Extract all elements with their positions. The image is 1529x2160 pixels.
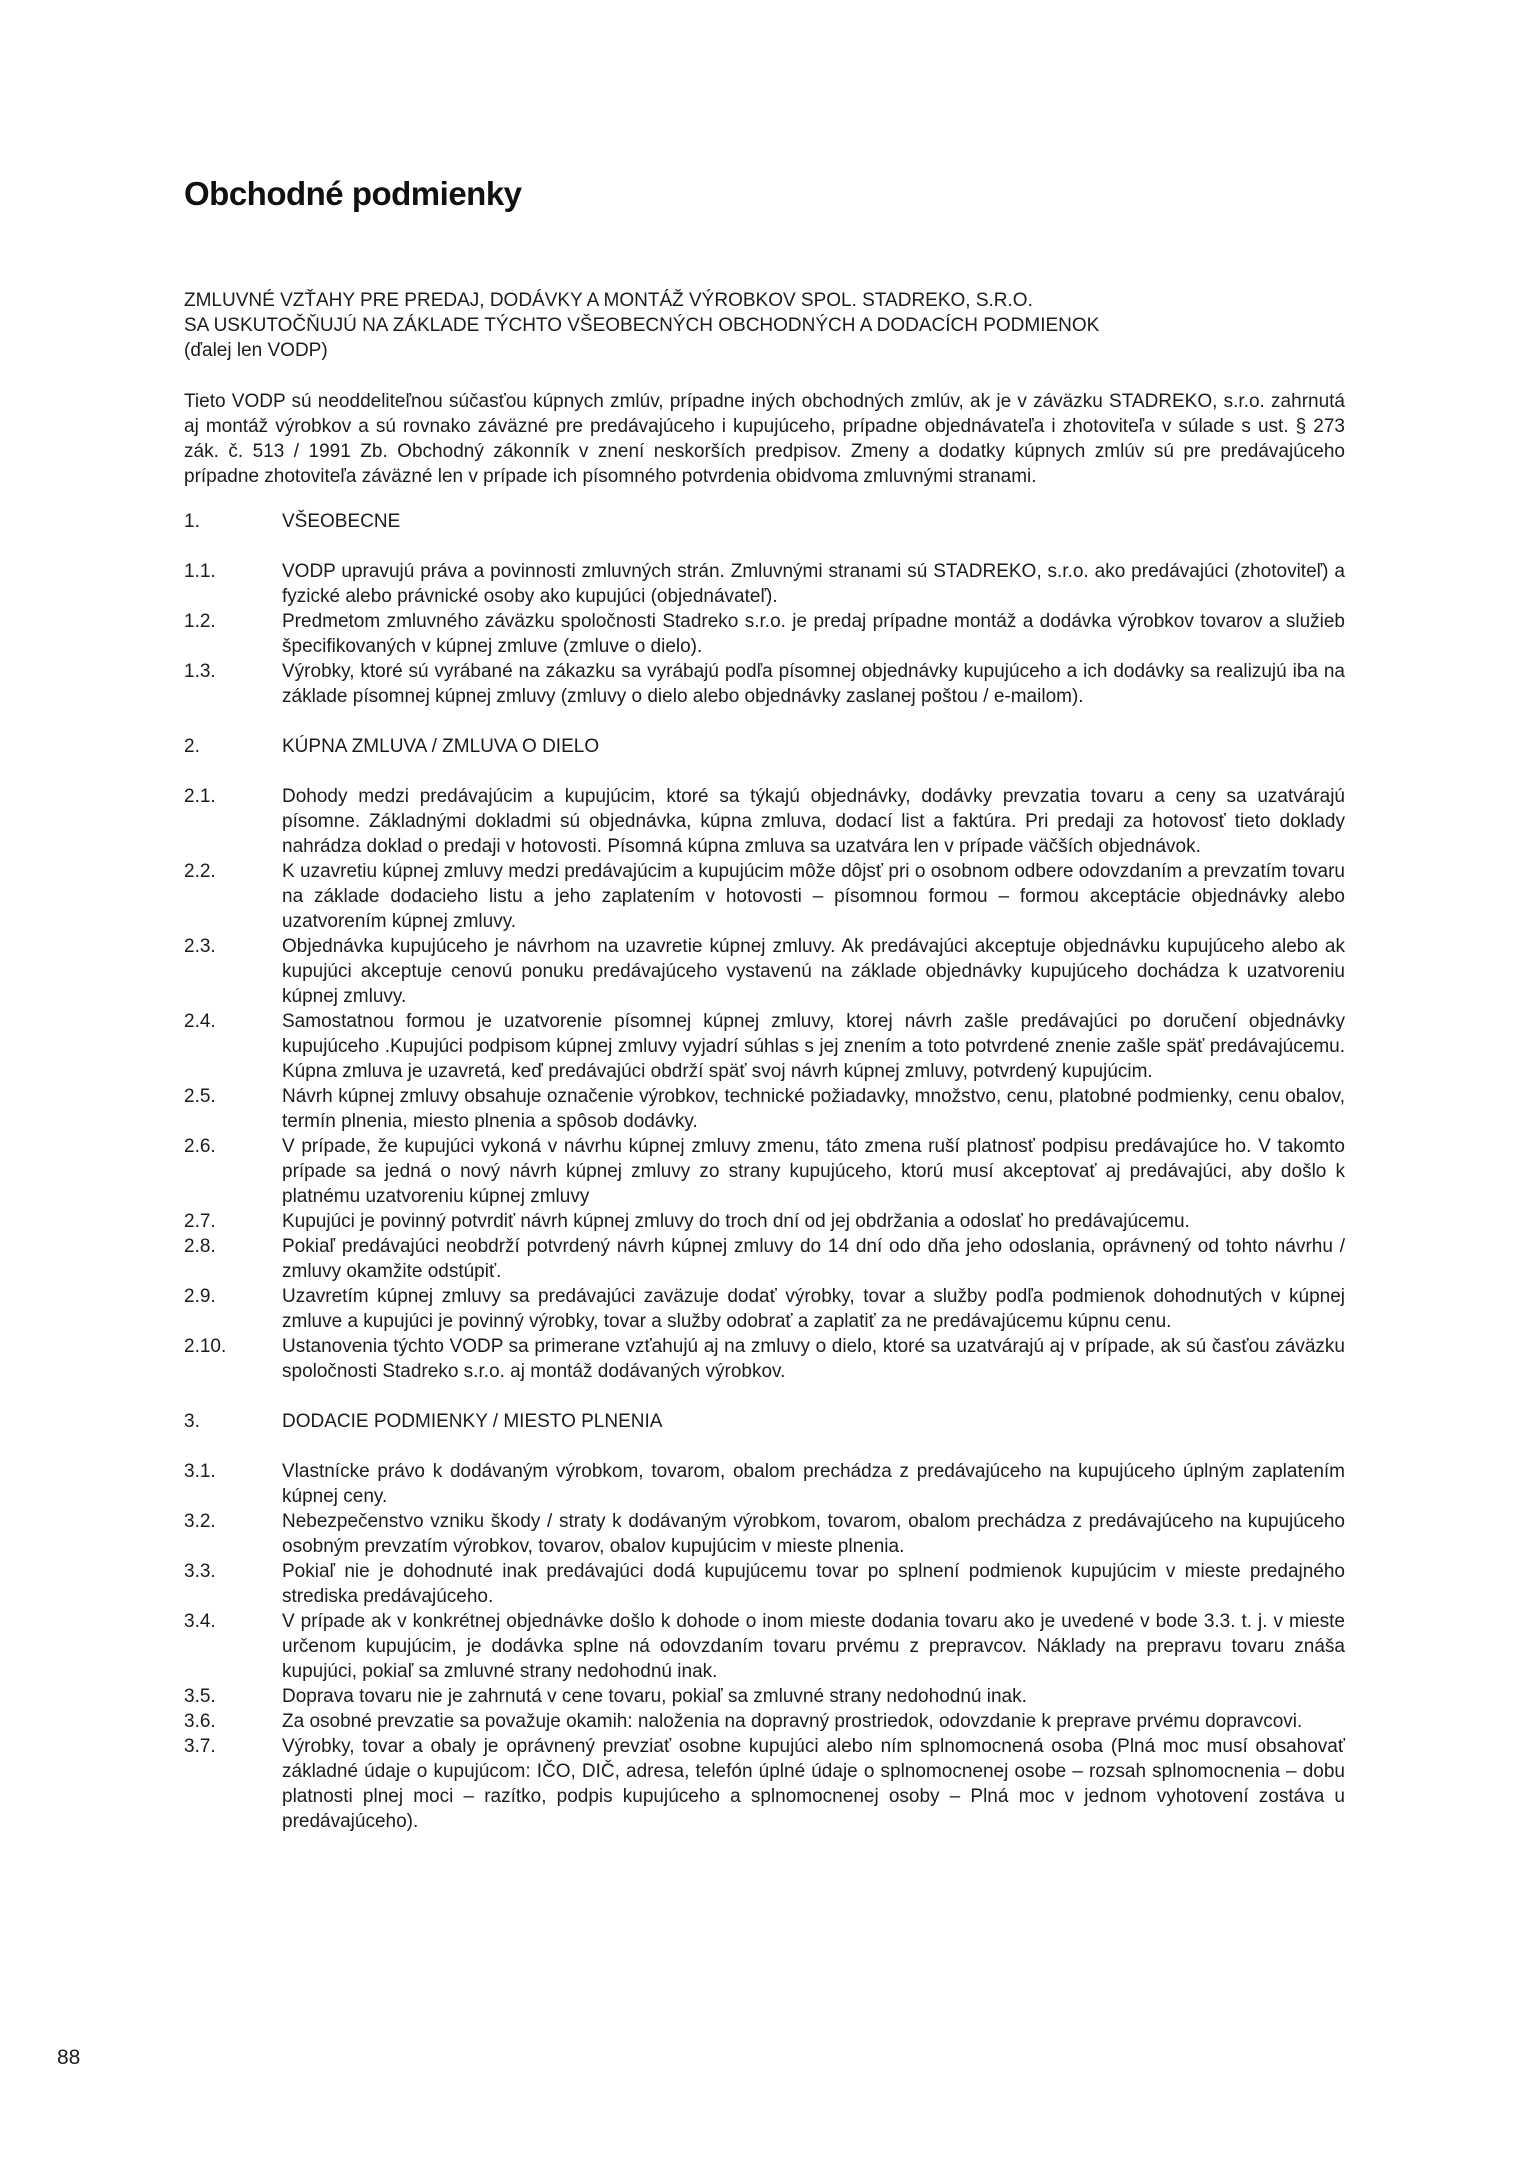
section-number: 1.: [184, 511, 200, 532]
clause-row: [184, 1709, 1345, 1734]
clause-row: [184, 1609, 1345, 1684]
clause-number: 3.6.: [184, 1711, 216, 1732]
clause-row: [184, 1509, 1345, 1559]
clause-number: 2.4.: [184, 1011, 216, 1032]
clause-number: 3.5.: [184, 1686, 216, 1707]
clause-number: 3.4.: [184, 1611, 216, 1632]
clause-text: Objednávka kupujúceho je návrhom na uzavretie kúpnej zmluvy. Ak predávajúci akceptuje objednávku kupujúceho alebo ak kupujúci akceptuje cenovú ponuku predávajúceho vystavenú na základe objednávky kupujúceho dochádza k uzatvoreniu kúpnej zmluvy.: [282, 936, 1345, 1007]
section-title: VŠEOBECNE: [282, 511, 401, 532]
clause-number: 1.2.: [184, 611, 216, 632]
clause-text: Výrobky, ktoré sú vyrábané na zákazku sa vyrábajú podľa písomnej objednávky kupujúceho a ich dodávky sa realizujú iba na základe písomnej kúpnej zmluvy (zmluvy o dielo alebo objednávky zaslanej poštou / e-mailom).: [282, 661, 1345, 707]
clause-text: Pokiaľ predávajúci neobdrží potvrdený návrh kúpnej zmluvy do 14 dní odo dňa jeho odoslania, oprávnený od tohto návrhu / zmluvy okamžite odstúpiť.: [282, 1236, 1345, 1282]
clause-number: 2.2.: [184, 861, 216, 882]
clause-row: [184, 784, 1345, 859]
clause-number: 3.3.: [184, 1561, 216, 1582]
section-heading-row: [184, 1409, 1345, 1434]
clause-text: Uzavretím kúpnej zmluvy sa predávajúci zaväzuje dodať výrobky, tovar a služby podľa podmienok dohodnutých v kúpnej zmluve a kupujúci je povinný výrobky, tovar a služby odobrať a zaplatiť za ne predávajúcemu kúpnu cenu.: [282, 1286, 1345, 1332]
clause-text: Nebezpečenstvo vzniku škody / straty k dodávaným výrobkom, tovarom, obalom prechádza z predávajúceho na kupujúceho osobným prevzatím výrobkov, tovarov, obalov kupujúcim v mieste plnenia.: [282, 1511, 1345, 1557]
clause-number: 2.8.: [184, 1236, 216, 1257]
clause-row: [184, 609, 1345, 659]
clause-text: K uzavretiu kúpnej zmluvy medzi predávajúcim a kupujúcim môže dôjsť pri o osobnom odbere odovzdaním a prevzatím tovaru na základe dodacieho listu a jeho zaplatením v hotovosti – písomnou formou – formou akceptácie objednávky alebo uzatvorením kúpnej zmluvy.: [282, 861, 1345, 932]
clause-number: 3.1.: [184, 1461, 216, 1482]
page-number: 88: [57, 2046, 81, 2069]
clause-number: 2.9.: [184, 1286, 216, 1307]
clause-row: [184, 1234, 1345, 1284]
clause-text: Výrobky, tovar a obaly je oprávnený prevziať osobne kupujúci alebo ním splnomocnená osoba (Plná moc musí obsahovať základné údaje o kupujúcom: IČO, DIČ, adresa, telefón úplné údaje o splnomocnenej osobe – rozsah splnomocnenia – dobu platnosti plnej moci – razítko, podpis kupujúceho a splnomocnenej osoby – Plná moc v jednom vyhotovení zostáva u predávajúceho).: [282, 1736, 1345, 1832]
clause-number: 1.3.: [184, 661, 216, 682]
clause-row: [184, 1209, 1345, 1234]
section-heading-row: [184, 734, 1345, 759]
clause-text: V prípade ak v konkrétnej objednávke došlo k dohode o inom mieste dodania tovaru ako je uvedené v bode 3.3. t. j. v mieste určenom kupujúcim, je dodávka splne ná odovzdaním tovaru prvému z prepravcov. Náklady na prepravu tovaru znáša kupujúci, pokiaľ sa zmluvné strany nedohodnú inak.: [282, 1611, 1345, 1682]
clause-row: [184, 934, 1345, 1009]
clause-row: [184, 1284, 1345, 1334]
section-number: 3.: [184, 1411, 200, 1432]
clause-text: Samostatnou formou je uzatvorenie písomnej kúpnej zmluvy, ktorej návrh zašle predávajúci po doručení objednávky kupujúceho .Kupujúci podpisom kúpnej zmluvy vyjadrí súhlas s jej znením a toto potvrdené znenie zašle späť predávajúcemu. Kúpna zmluva je uzavretá, keď predávajúci obdrží späť svoj návrh kúpnej zmluvy, potvrdený kupujúcim.: [282, 1011, 1345, 1082]
clause-row: [184, 1084, 1345, 1134]
section-title: DODACIE PODMIENKY / MIESTO PLNENIA: [282, 1411, 663, 1432]
clause-text: Predmetom zmluvného záväzku spoločnosti Stadreko s.r.o. je predaj prípadne montáž a dodávka výrobkov tovarov a služieb špecifikovaných v kúpnej zmluve (zmluve o dielo).: [282, 611, 1345, 657]
clause-row: [184, 1334, 1345, 1384]
clause-number: 2.7.: [184, 1211, 216, 1232]
clause-number: 2.5.: [184, 1086, 216, 1107]
clause-text: VODP upravujú práva a povinnosti zmluvných strán. Zmluvnými stranami sú STADREKO, s.r.o. ako predávajúci (zhotoviteľ) a fyzické alebo právnické osoby ako kupujúci (objednávateľ).: [282, 561, 1345, 607]
clause-row: [184, 1684, 1345, 1709]
clause-text: Návrh kúpnej zmluvy obsahuje označenie výrobkov, technické požiadavky, množstvo, cenu, platobné podmienky, cenu obalov, termín plnenia, miesto plnenia a spôsob dodávky.: [282, 1086, 1345, 1132]
clause-number: 2.10.: [184, 1336, 227, 1357]
clause-number: 1.1.: [184, 561, 216, 582]
subject-line: SA USKUTOČŇUJÚ NA ZÁKLADE TÝCHTO VŠEOBECNÝCH OBCHODNÝCH A DODACÍCH PODMIENOK: [184, 315, 1100, 336]
clause-text: Doprava tovaru nie je zahrnutá v cene tovaru, pokiaľ sa zmluvné strany nedohodnú inak.: [282, 1686, 1027, 1707]
clause-text: Dohody medzi predávajúcim a kupujúcim, ktoré sa týkajú objednávky, dodávky prevzatia tovaru a ceny sa uzatvárajú písomne. Základnými dokladmi sú objednávka, kúpna zmluva, dodací list a faktúra. Pri predaji za hotovosť tieto doklady nahrádza doklad o predaji v hotovosti. Písomná kúpna zmluva sa uzatvára len v prípade väčších objednávok.: [282, 786, 1345, 857]
clause-row: [184, 1134, 1345, 1209]
clause-row: [184, 1734, 1345, 1834]
clause-row: [184, 559, 1345, 609]
intro-paragraph: Tieto VODP sú neoddeliteľnou súčasťou kúpnych zmlúv, prípadne iných obchodných zmlúv, ak je v záväzku STADREKO, s.r.o. zahrnutá aj montáž výrobkov a sú rovnako záväzné pre predávajúceho i kupujúceho, prípadne objednávateľa i zhotoviteľa v súlade s ust. § 273 zák. č. 513 / 1991 Zb. Obchodný zákonník v znení neskorších predpisov. Zmeny a dodatky kúpnych zmlúv sú pre predávajúceho prípadne zhotoviteľa záväzné len v prípade ich písomného potvrdenia obidvoma zmluvnými stranami.: [184, 391, 1345, 487]
subject-line: ZMLUVNÉ VZŤAHY PRE PREDAJ, DODÁVKY A MONTÁŽ VÝROBKOV SPOL. STADREKO, S.R.O.: [184, 290, 1033, 311]
section-title: KÚPNA ZMLUVA / ZMLUVA O DIELO: [282, 736, 600, 757]
clause-row: [184, 1559, 1345, 1609]
clause-text: Ustanovenia týchto VODP sa primerane vzťahujú aj na zmluvy o dielo, ktoré sa uzatvárajú aj v prípade, ak sú časťou záväzku spoločnosti Stadreko s.r.o. aj montáž dodávaných výrobkov.: [282, 1336, 1345, 1382]
page-content: [184, 0, 1345, 1834]
clause-row: [184, 659, 1345, 709]
clause-number: 2.6.: [184, 1136, 216, 1157]
clause-text: Za osobné prevzatie sa považuje okamih: naloženia na dopravný prostriedok, odovzdanie k preprave prvému dopravcovi.: [282, 1711, 1303, 1732]
clause-row: [184, 1009, 1345, 1084]
clause-number: 3.2.: [184, 1511, 216, 1532]
section-heading-row: [184, 509, 1345, 534]
clause-text: V prípade, že kupujúci vykoná v návrhu kúpnej zmluvy zmenu, táto zmena ruší platnosť podpisu predávajúce ho. V takomto prípade sa jedná o nový návrh kúpnej zmluvy zo strany kupujúceho, ktorú musí akceptovať aj predávajúci, aby došlo k platnému uzatvoreniu kúpnej zmluvy: [282, 1136, 1345, 1207]
subject-line: (ďalej len VODP): [184, 340, 328, 361]
clause-number: 2.3.: [184, 936, 216, 957]
clause-row: [184, 1459, 1345, 1509]
clause-number: 2.1.: [184, 786, 216, 807]
clause-text: Kupujúci je povinný potvrdiť návrh kúpnej zmluvy do troch dní od jej obdržania a odoslať ho predávajúcemu.: [282, 1211, 1190, 1232]
document-subject-block: [184, 288, 1345, 363]
clause-row: [184, 859, 1345, 934]
clause-text: Pokiaľ nie je dohodnuté inak predávajúci dodá kupujúcemu tovar po splnení podmienok kupujúcim v mieste predajného strediska predávajúceho.: [282, 1561, 1345, 1607]
clause-number: 3.7.: [184, 1736, 216, 1757]
page-title: Obchodné podmienky: [184, 175, 522, 212]
section-number: 2.: [184, 736, 200, 757]
clause-text: Vlastnícke právo k dodávaným výrobkom, tovarom, obalom prechádza z predávajúceho na kupujúceho úplným zaplatením kúpnej ceny.: [282, 1461, 1345, 1507]
